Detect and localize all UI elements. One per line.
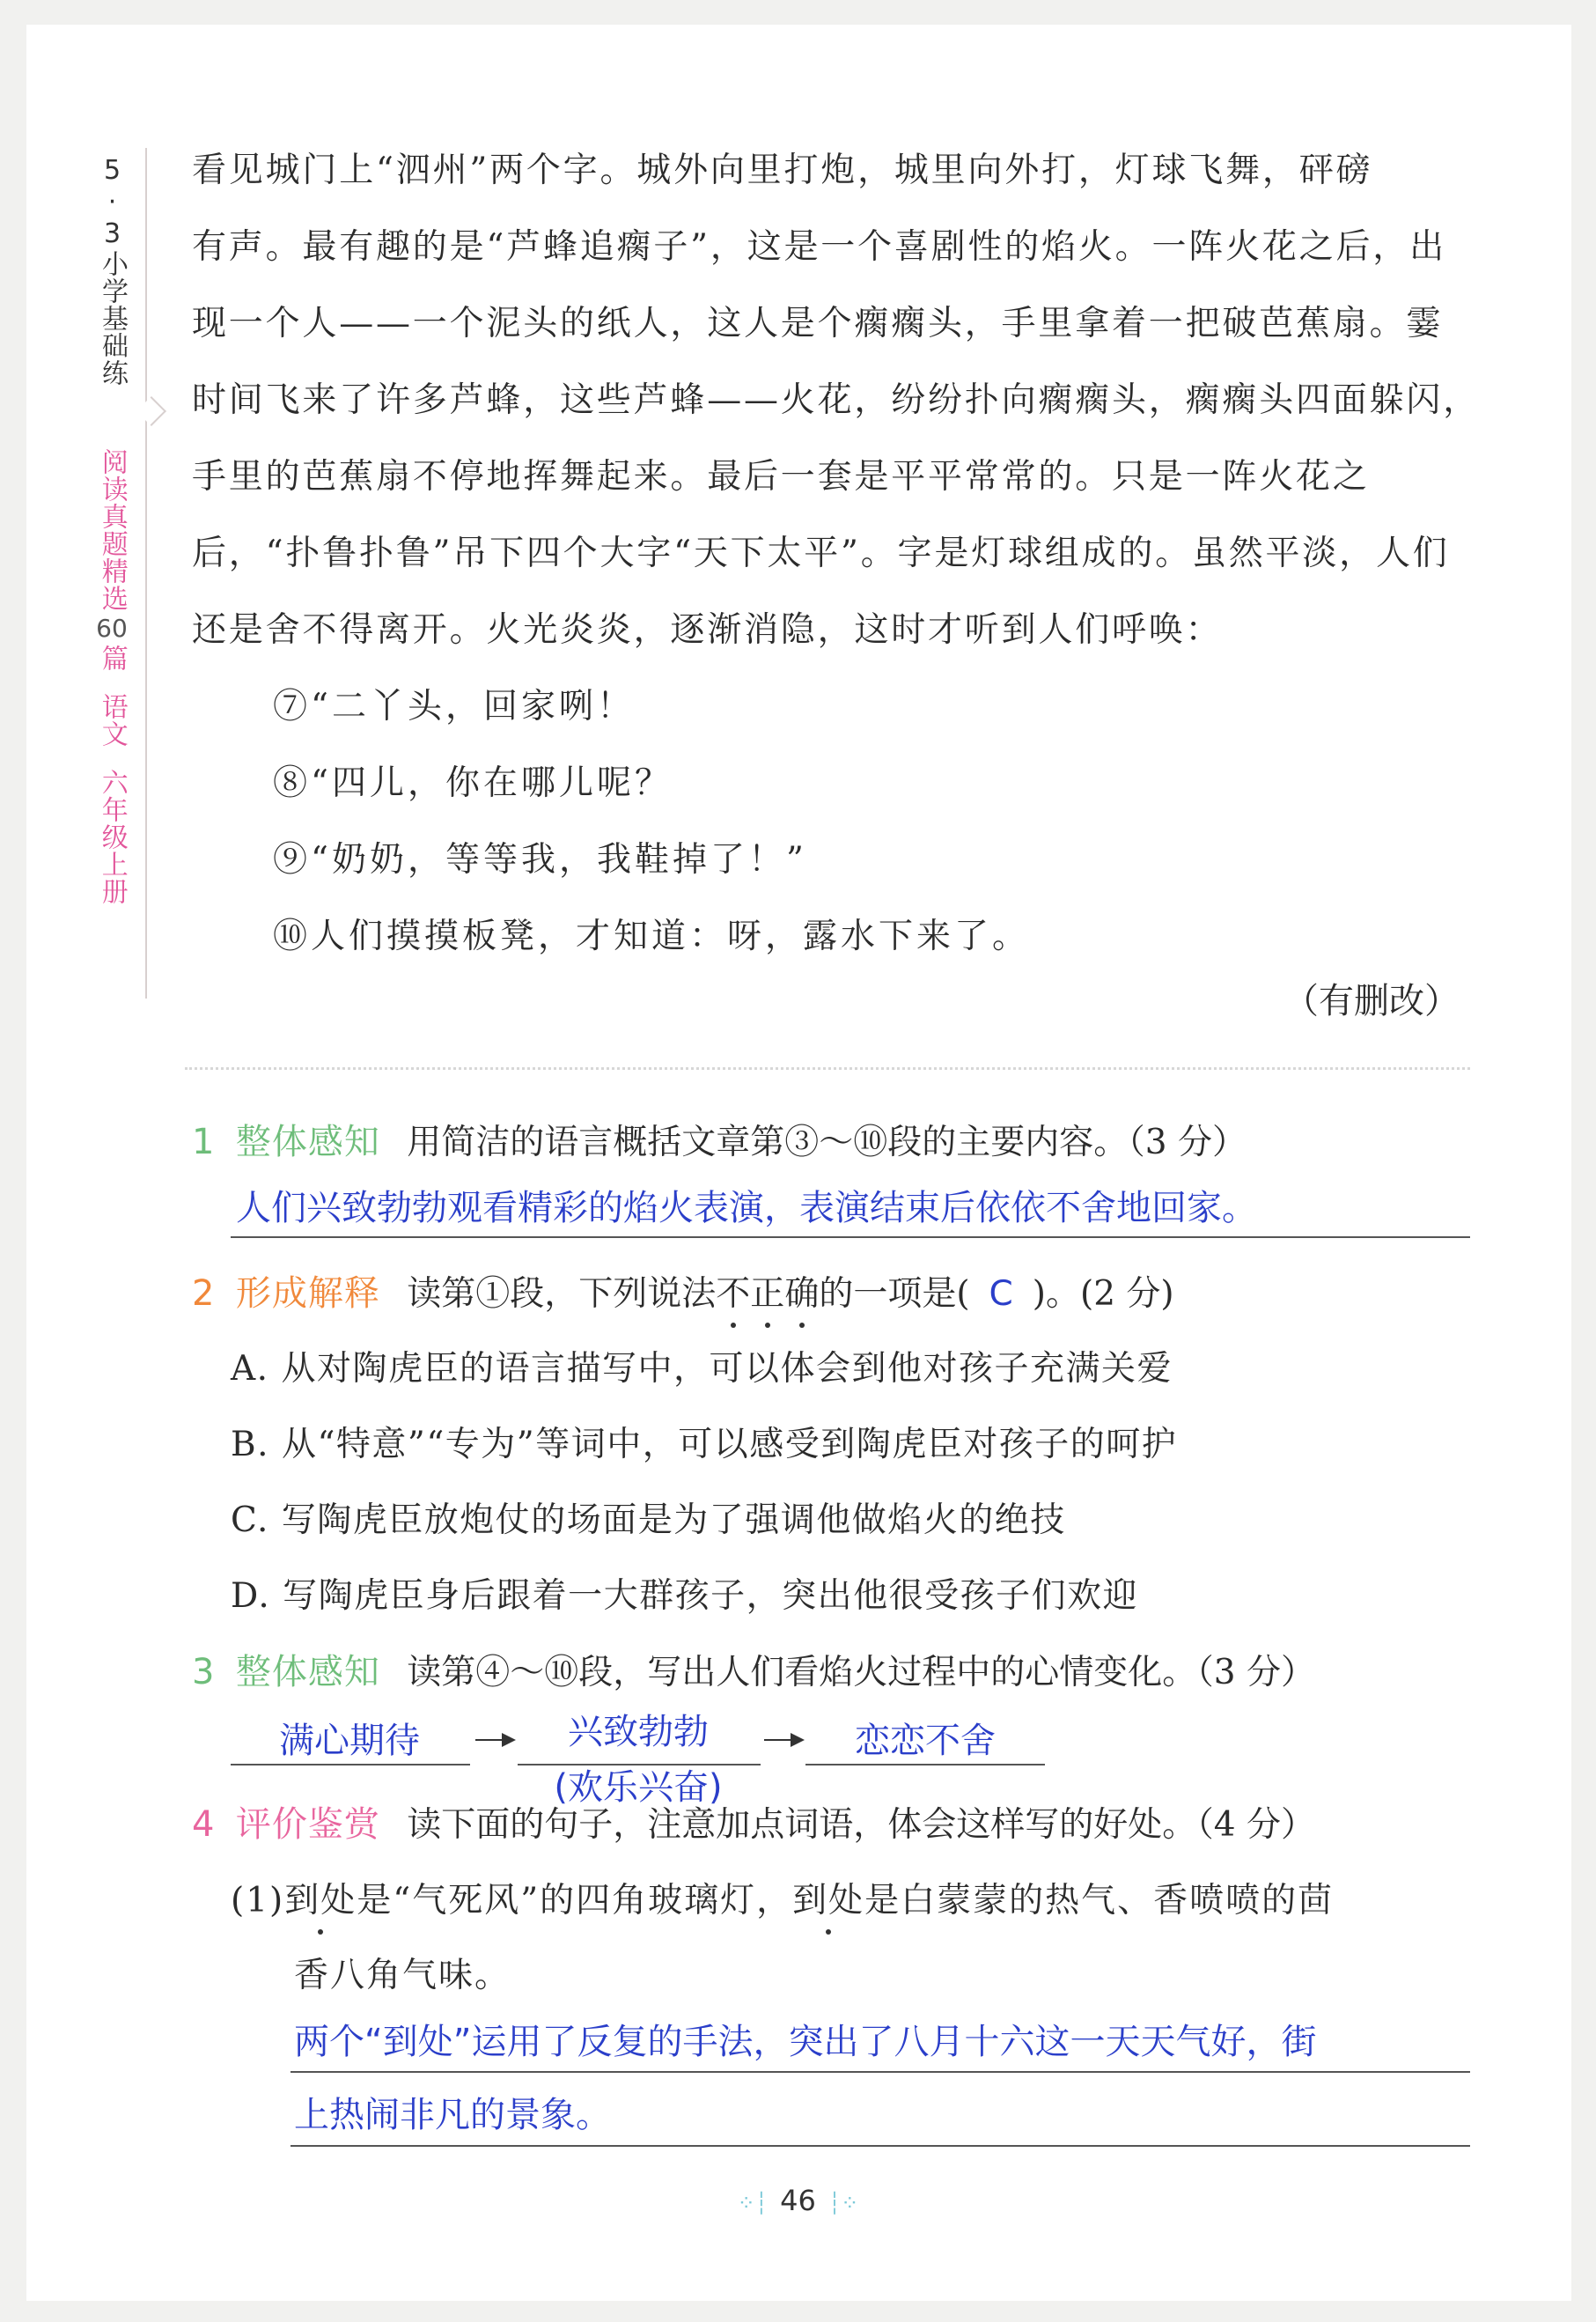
option-d: D. 写陶虎臣身后跟着一大群孩子，突出他很受孩子们欢迎 bbox=[231, 1576, 1139, 1616]
emphasis-word: 到处 bbox=[792, 1881, 865, 1920]
reading-passage bbox=[192, 132, 1481, 975]
question-tag: 整体感知 bbox=[235, 1122, 380, 1162]
question-number: 1 bbox=[192, 1122, 215, 1162]
series-title-a: 阅读真题精选 bbox=[96, 448, 128, 612]
emphasis-char: 不 bbox=[716, 1274, 751, 1314]
edited-note: （有删改） bbox=[1283, 981, 1460, 1021]
mood-2-alt: (欢乐兴奋) bbox=[554, 1767, 723, 1808]
emphasis-char: 确 bbox=[784, 1274, 820, 1314]
question-tag: 形成解释 bbox=[235, 1273, 380, 1314]
paragraph-7: ⑦“二丫头，回家咧！ bbox=[273, 687, 635, 726]
arrow-right-icon bbox=[475, 1739, 512, 1741]
emphasis-char: 正 bbox=[750, 1274, 785, 1314]
sub-question-1 bbox=[231, 1873, 1334, 1922]
dotted-divider bbox=[185, 1067, 1470, 1070]
question-text: 读第④～⑩段，写出人们看焰火过程中的心情变化。（3 分） bbox=[407, 1653, 1315, 1692]
answer-4-line2: 上热闹非凡的景象。 bbox=[294, 2095, 611, 2135]
paragraph-9: ⑨“奶奶，等等我，我鞋掉了！” bbox=[273, 840, 807, 880]
question-tag: 整体感知 bbox=[235, 1652, 380, 1692]
answer-line bbox=[291, 2145, 1470, 2147]
answer-line bbox=[231, 1764, 470, 1765]
answer-line bbox=[231, 1236, 1470, 1238]
series-title-b: 篇 bbox=[96, 645, 128, 673]
question-tag: 评价鉴赏 bbox=[235, 1804, 380, 1845]
answer-2: C bbox=[989, 1274, 1013, 1314]
question-number: 2 bbox=[192, 1273, 215, 1314]
question-text: 用简洁的语言概括文章第③～⑩段的主要内容。（3 分） bbox=[407, 1123, 1247, 1162]
question-number: 4 bbox=[192, 1804, 215, 1845]
page-footer bbox=[0, 2184, 1596, 2217]
option-c: C. 写陶虎臣放炮仗的场面是为了强调他做焰火的绝技 bbox=[231, 1500, 1066, 1540]
question-1 bbox=[192, 1114, 1247, 1164]
question-text-b: 的一项是( bbox=[819, 1274, 970, 1314]
question-text: 读下面的句子，注意加点词语，体会这样写的好处。（4 分） bbox=[407, 1805, 1315, 1845]
answer-line bbox=[291, 2071, 1470, 2073]
emphasis-word: 到处 bbox=[284, 1881, 357, 1920]
passage-line: 看见城门上“泗州”两个字。城外向里打炮，城里向外打，灯球飞舞，砰磅 bbox=[192, 151, 1373, 190]
page-number: 46 bbox=[780, 2184, 816, 2217]
series-count: 60 bbox=[96, 614, 128, 643]
passage-line: 手里的芭蕉扇不停地挥舞起来。最后一套是平平常常的。只是一阵火花之 bbox=[192, 457, 1370, 497]
mood-3: 恋恋不舍 bbox=[855, 1721, 996, 1761]
option-a: A. 从对陶虎臣的语言描写中，可以体会到他对孩子充满关爱 bbox=[231, 1349, 1173, 1389]
series-brand: 5·3小学基础练 bbox=[97, 155, 128, 387]
answer-1: 人们兴致勃勃观看精彩的焰火表演，表演结束后依依不舍地回家。 bbox=[236, 1188, 1257, 1228]
passage-line: 还是舍不得离开。火光炎炎，逐渐消隐，这时才听到人们呼唤： bbox=[192, 610, 1223, 650]
paragraph-8: ⑧“四儿，你在哪儿呢？ bbox=[273, 763, 673, 803]
left-ornament-icon: ⁘┆ bbox=[737, 2191, 769, 2215]
sub-question-text: 是白蒙蒙的热气、香喷喷的茴 bbox=[864, 1881, 1335, 1920]
sidebar-divider bbox=[145, 148, 147, 999]
series-title bbox=[96, 448, 128, 672]
answer-4-line1: 两个“到处”运用了反复的手法，突出了八月十六这一天天气好，街 bbox=[294, 2022, 1317, 2062]
subject-label: 语文 bbox=[96, 693, 128, 748]
grade-label: 六年级上册 bbox=[96, 769, 128, 906]
arrow-right-icon bbox=[764, 1739, 801, 1741]
sub-question-1-line2: 香八角气味。 bbox=[294, 1956, 511, 1995]
right-ornament-icon: ┆⁘ bbox=[827, 2191, 859, 2215]
passage-line: 时间飞来了许多芦蜂，这些芦蜂——火花，纷纷扑向瘸瘸头，瘸瘸头四面躲闪， bbox=[192, 380, 1481, 420]
passage-line: 现一个人——一个泥头的纸人，这人是个瘸瘸头，手里拿着一把破芭蕉扇。霎 bbox=[192, 304, 1444, 343]
question-2 bbox=[192, 1265, 1174, 1316]
mood-1: 满心期待 bbox=[279, 1721, 420, 1761]
answer-line bbox=[805, 1764, 1045, 1765]
sub-question-text: 是“气死风”的四角玻璃灯， bbox=[357, 1881, 793, 1920]
passage-line: 有声。最有趣的是“芦蜂追瘸子”，这是一个喜剧性的焰火。一阵火花之后，出 bbox=[192, 227, 1446, 267]
passage-line: 后，“扑鲁扑鲁”吊下四个大字“天下太平”。字是灯球组成的。虽然平淡，人们 bbox=[192, 534, 1450, 573]
question-3 bbox=[192, 1644, 1315, 1694]
question-text-a: 读第①段，下列说法 bbox=[407, 1274, 717, 1314]
question-4 bbox=[192, 1796, 1315, 1847]
sidebar bbox=[81, 155, 143, 905]
sub-question-label: (1) bbox=[231, 1881, 285, 1920]
question-text-c: )。(2 分) bbox=[1032, 1274, 1174, 1314]
option-b: B. 从“特意”“专为”等词中，可以感受到陶虎臣对孩子的呵护 bbox=[231, 1425, 1178, 1464]
paragraph-10: ⑩人们摸摸板凳，才知道：呀，露水下来了。 bbox=[273, 917, 1031, 956]
mood-2: 兴致勃勃 bbox=[568, 1712, 709, 1752]
question-number: 3 bbox=[192, 1652, 215, 1692]
